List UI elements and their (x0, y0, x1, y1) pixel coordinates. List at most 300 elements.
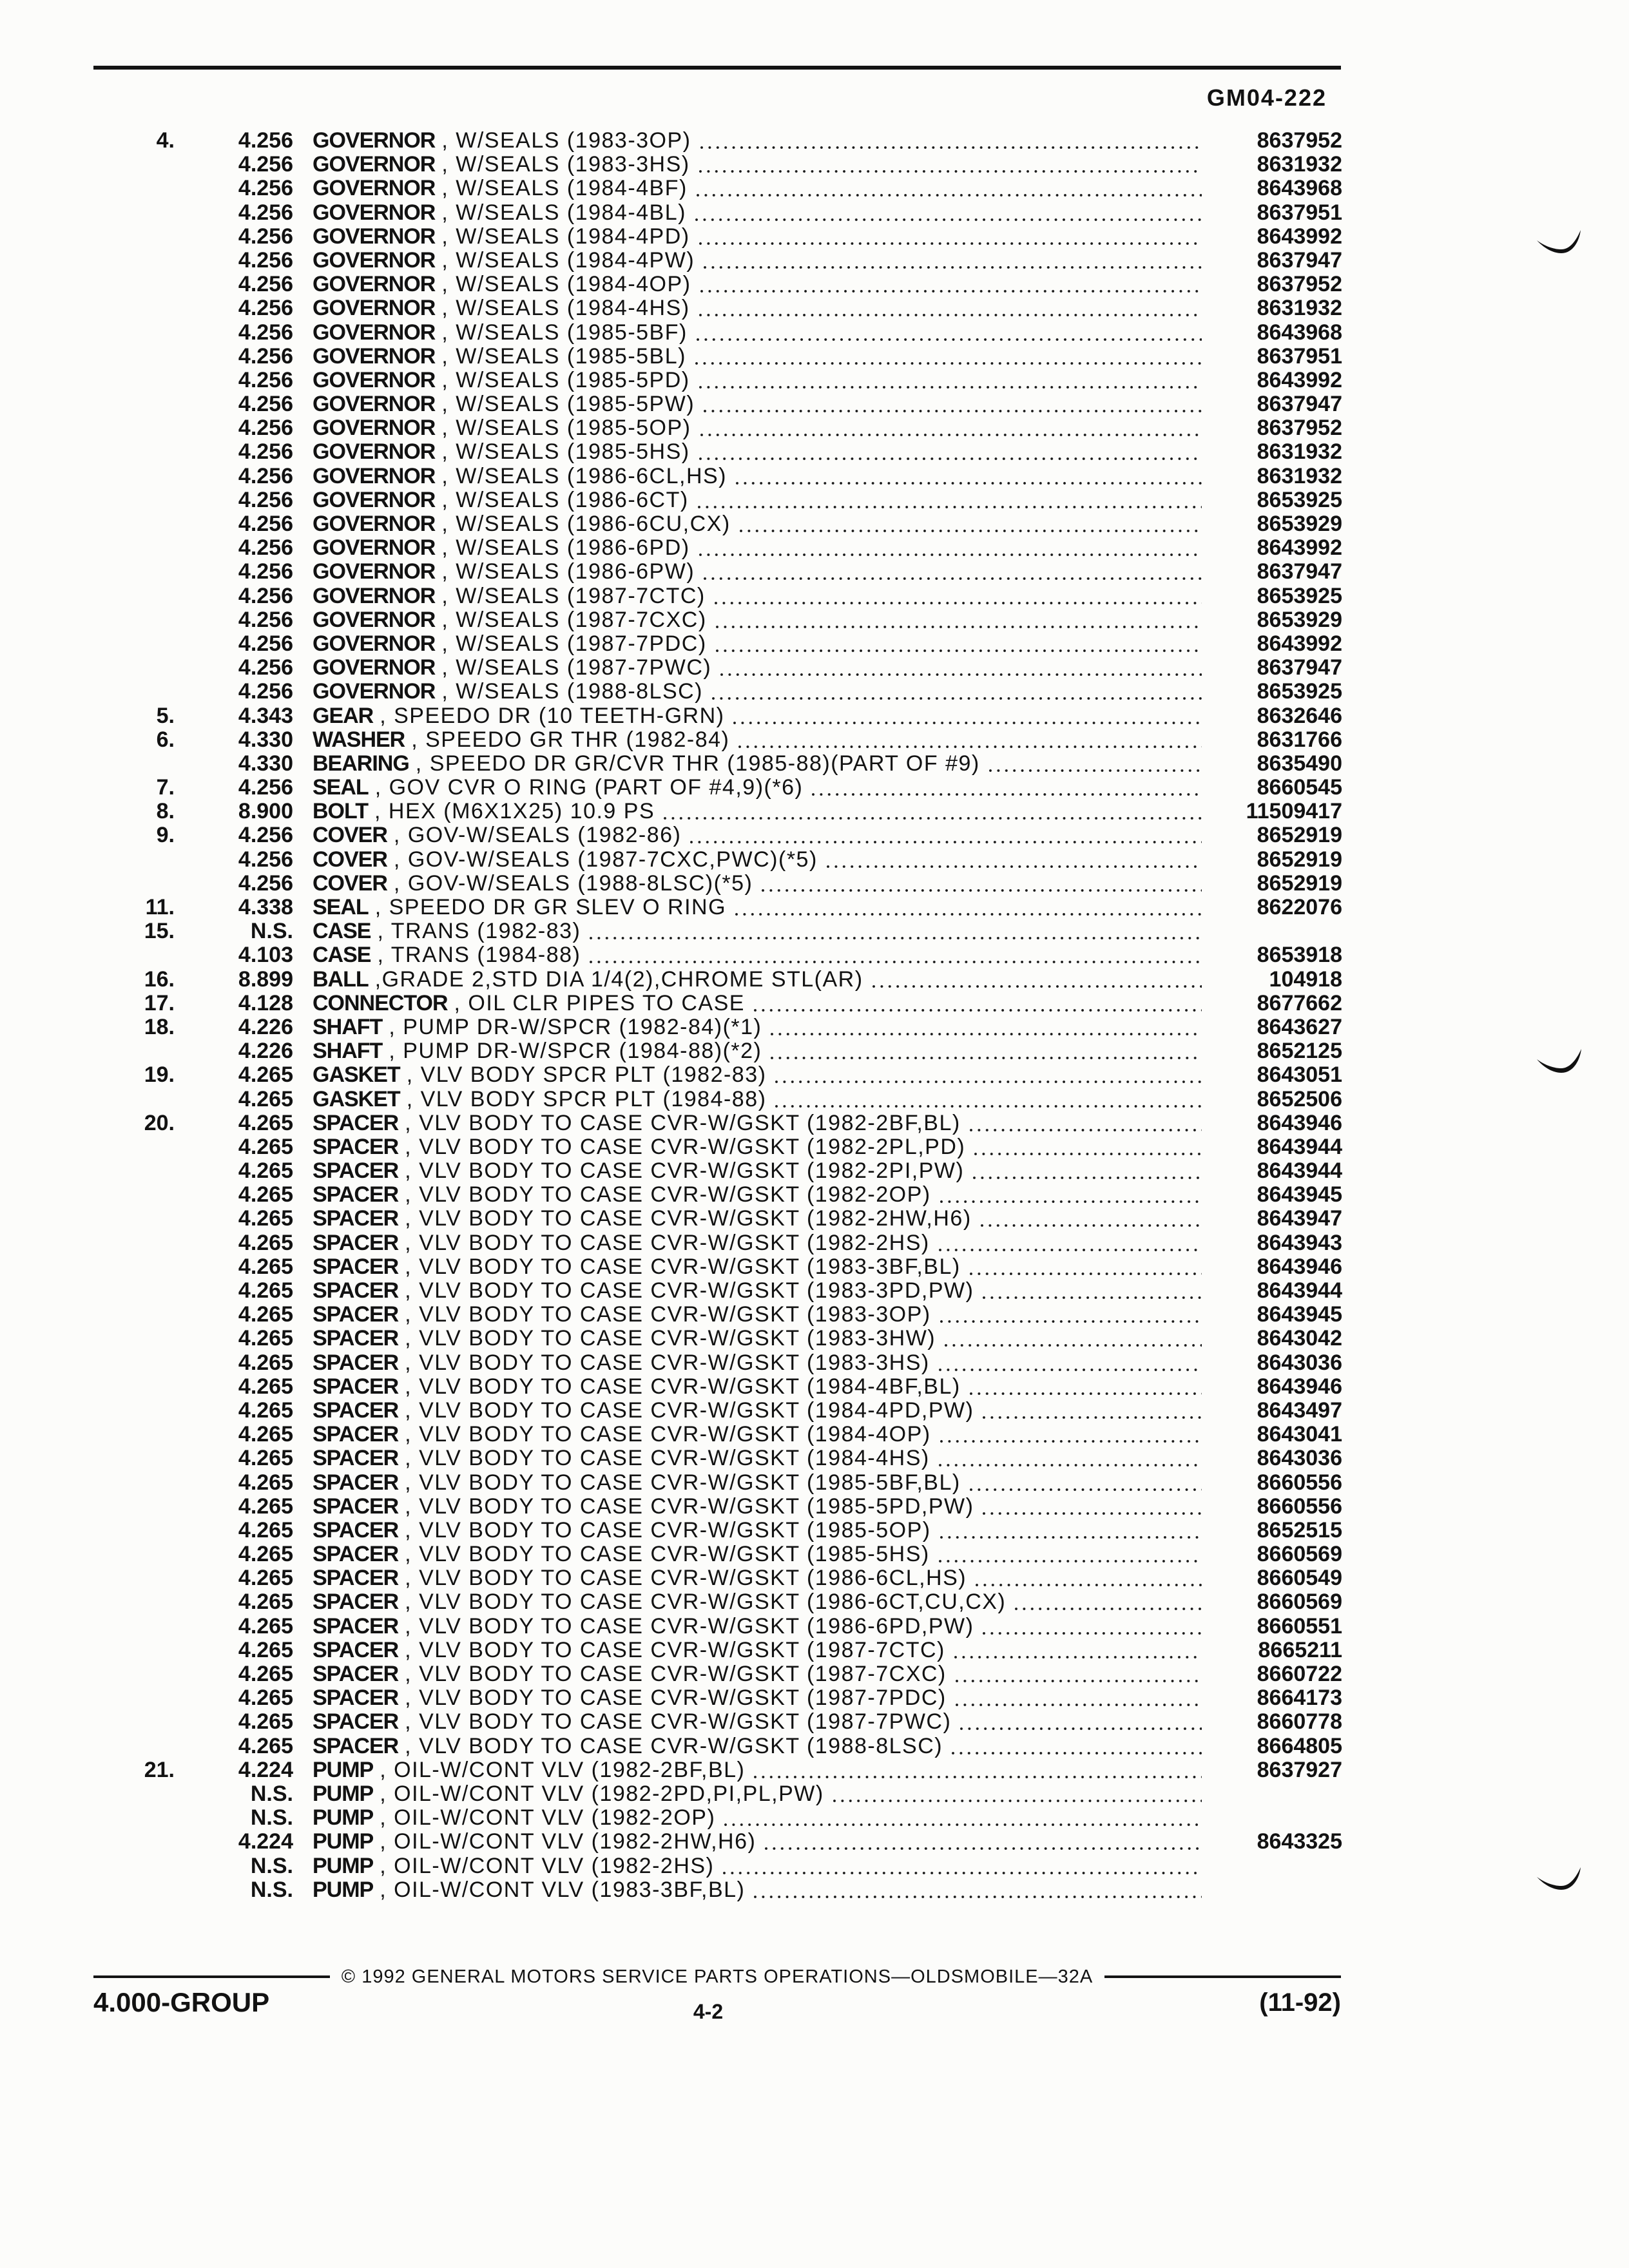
part-description: , W/SEALS (1986-6CT) (441, 488, 689, 512)
parts-row (0, 632, 1629, 656)
item-number (93, 416, 175, 440)
part-name: GOVERNOR (313, 224, 436, 249)
description (313, 440, 1202, 464)
group-number: 4.265 (238, 1278, 293, 1303)
description (313, 1279, 1202, 1303)
group-number: 4.343 (238, 703, 293, 728)
description (313, 1830, 1202, 1854)
part-name: PUMP (313, 1830, 374, 1854)
part-description: , VLV BODY TO CASE CVR-W/GSKT (1983-3HS) (405, 1350, 930, 1375)
part-number: 8660556 (1257, 1494, 1342, 1519)
item-number: 4. (156, 128, 175, 153)
part-description: , PUMP DR-W/SPCR (1982-84)(*1) (389, 1015, 762, 1039)
item-number (93, 1279, 175, 1303)
parts-row (0, 392, 1629, 416)
description (313, 488, 1202, 512)
part-number (1202, 1782, 1342, 1806)
part-number: 8643945 (1257, 1182, 1342, 1207)
group-number: N.S. (250, 1805, 293, 1831)
item-number (93, 465, 175, 488)
part-name: SPACER (313, 1518, 399, 1542)
part-description: , GOV-W/SEALS (1988-8LSC)(*5) (393, 871, 753, 896)
group-number: 4.265 (238, 1302, 293, 1327)
parts-row (0, 1446, 1629, 1470)
part-number: 8643992 (1257, 224, 1342, 249)
parts-row (0, 1423, 1629, 1446)
dot-leader (939, 1542, 1202, 1566)
part-number: 8643946 (1257, 1374, 1342, 1399)
part-name: SPACER (313, 1350, 399, 1375)
group-number: N.S. (250, 919, 293, 944)
dot-leader (970, 1471, 1202, 1495)
dot-leader (970, 1111, 1202, 1135)
part-number: 8653929 (1257, 512, 1342, 536)
item-number: 20. (144, 1110, 175, 1135)
description (313, 201, 1202, 225)
parts-row (0, 129, 1629, 153)
part-number: 8643968 (1257, 320, 1342, 345)
part-name: PUMP (313, 1806, 374, 1831)
group-number: 4.265 (238, 1230, 293, 1255)
dot-leader (664, 800, 1202, 823)
dot-leader (940, 1183, 1202, 1207)
part-description: , VLV BODY TO CASE CVR-W/GSKT (1982-2PL,PD) (405, 1135, 966, 1159)
part-description: , SPEEDO DR GR SLEV O RING (374, 896, 727, 919)
part-name: SPACER (313, 1638, 399, 1662)
part-number: 8660545 (1257, 775, 1342, 800)
dot-leader (590, 919, 1202, 943)
part-description: , W/SEALS (1986-6CL,HS) (441, 464, 728, 488)
part-description: , W/SEALS (1988-8LSC) (441, 680, 704, 704)
parts-row (0, 536, 1629, 560)
dot-leader (775, 1088, 1202, 1111)
part-name: GOVERNOR (313, 248, 436, 273)
group-number: 4.265 (238, 1446, 293, 1471)
group-number: 4.256 (238, 775, 293, 800)
parts-row (0, 1375, 1629, 1399)
description (313, 896, 1202, 919)
parts-row (0, 1590, 1629, 1614)
item-number (93, 1039, 175, 1063)
dot-leader (700, 129, 1202, 153)
dot-leader (939, 1351, 1202, 1375)
group-number: 4.256 (238, 535, 293, 561)
part-description: , OIL CLR PIPES TO CASE (454, 991, 745, 1015)
item-number (93, 943, 175, 967)
dot-leader (833, 1782, 1202, 1806)
dot-leader (765, 1830, 1202, 1854)
description (313, 1782, 1202, 1806)
part-name: GOVERNOR (313, 273, 436, 297)
dot-leader (590, 943, 1202, 967)
part-description: , W/SEALS (1987-7CXC) (441, 608, 707, 632)
parts-row (0, 968, 1629, 992)
item-number (93, 392, 175, 416)
dot-leader (771, 1039, 1202, 1063)
item-number (93, 848, 175, 872)
part-number: 8643943 (1257, 1230, 1342, 1255)
part-name: SPACER (313, 1446, 399, 1471)
group-number: 4.265 (238, 1686, 293, 1711)
part-name: PUMP (313, 1878, 374, 1902)
group-number: 4.256 (238, 512, 293, 536)
part-description: , VLV BODY TO CASE CVR-W/GSKT (1984-4OP) (405, 1423, 931, 1447)
part-name: GOVERNOR (313, 631, 436, 656)
group-number: 4.256 (238, 439, 293, 465)
dot-leader (699, 440, 1202, 464)
group-number: 4.265 (238, 1709, 293, 1735)
part-number: 8643946 (1257, 1110, 1342, 1135)
parts-row (0, 1159, 1629, 1183)
item-number (93, 1542, 175, 1566)
group-number: 4.256 (238, 200, 293, 225)
part-number: 8637952 (1257, 416, 1342, 441)
parts-row (0, 1566, 1629, 1590)
part-name: SPACER (313, 1254, 399, 1279)
part-description: , VLV BODY TO CASE CVR-W/GSKT (1983-3BF,BL) (405, 1254, 961, 1279)
part-description: , W/SEALS (1985-5BF) (441, 320, 688, 345)
item-number (93, 225, 175, 249)
group-number: 4.256 (238, 487, 293, 512)
part-number: 8653925 (1257, 583, 1342, 608)
dot-leader (976, 1566, 1202, 1590)
parts-row (0, 1303, 1629, 1327)
description (313, 1662, 1202, 1686)
description (313, 656, 1202, 680)
part-description: , VLV BODY TO CASE CVR-W/GSKT (1985-5BF,BL) (405, 1470, 961, 1495)
description (313, 1495, 1202, 1519)
group-number: 4.256 (238, 176, 293, 201)
group-number: 4.338 (238, 895, 293, 919)
dot-leader (970, 1375, 1202, 1399)
parts-row (0, 1830, 1629, 1854)
description (313, 1542, 1202, 1566)
group-number: 4.265 (238, 1422, 293, 1447)
item-number: 5. (156, 703, 175, 728)
group-number: 4.128 (238, 990, 293, 1015)
parts-row (0, 1183, 1629, 1207)
dot-leader (762, 872, 1202, 896)
part-description: , W/SEALS (1985-5PW) (441, 392, 695, 417)
description (313, 345, 1202, 369)
parts-row (0, 1279, 1629, 1303)
description (313, 1519, 1202, 1542)
group-number: 4.256 (238, 583, 293, 608)
part-name: WASHER (313, 727, 405, 752)
description (313, 1878, 1202, 1902)
part-description: , OIL-W/CONT VLV (1983-3BF,BL) (380, 1878, 746, 1902)
part-name: GOVERNOR (313, 536, 436, 561)
part-number: 8652506 (1257, 1086, 1342, 1111)
parts-row (0, 704, 1629, 728)
group-number: 4.265 (238, 1517, 293, 1542)
part-number: 8631932 (1257, 439, 1342, 465)
part-name: SEAL (313, 776, 369, 800)
part-description: , VLV BODY TO CASE CVR-W/GSKT (1986-6CL,HS) (405, 1566, 967, 1591)
group-number: 4.265 (238, 1613, 293, 1639)
description (313, 392, 1202, 416)
part-description: , OIL-W/CONT VLV (1982-2BF,BL) (380, 1758, 746, 1782)
part-name: GOVERNOR (313, 129, 436, 153)
description (313, 416, 1202, 440)
item-number (93, 1830, 175, 1854)
description (313, 1735, 1202, 1758)
part-number: 8643944 (1257, 1134, 1342, 1159)
part-number: 8653925 (1257, 679, 1342, 704)
part-description: , TRANS (1982-83) (377, 919, 581, 944)
parts-row (0, 1351, 1629, 1375)
part-description: , W/SEALS (1985-5BL) (441, 344, 686, 369)
item-number (93, 1590, 175, 1614)
part-number: 8643051 (1257, 1062, 1342, 1088)
description (313, 943, 1202, 967)
part-description: , W/SEALS (1987-7CTC) (441, 584, 706, 608)
description (313, 584, 1202, 608)
description (313, 1375, 1202, 1399)
description (313, 1710, 1202, 1734)
parts-row (0, 1471, 1629, 1495)
item-number: 21. (144, 1757, 175, 1782)
group-number: 4.224 (238, 1829, 293, 1854)
parts-row (0, 1039, 1629, 1063)
item-number (93, 632, 175, 656)
item-number (93, 1446, 175, 1470)
part-number: 8643036 (1257, 1350, 1342, 1375)
item-number (93, 752, 175, 776)
group-number: 4.265 (238, 1566, 293, 1591)
part-number: 8652125 (1257, 1039, 1342, 1064)
part-name: SPACER (313, 1734, 399, 1758)
item-number (93, 345, 175, 369)
part-name: CONNECTOR (313, 991, 448, 1015)
part-name: GOVERNOR (313, 368, 436, 392)
part-name: BALL (313, 967, 369, 992)
part-number: 8622076 (1257, 895, 1342, 919)
dot-leader (716, 608, 1202, 632)
item-number: 11. (145, 895, 175, 919)
parts-row (0, 1686, 1629, 1710)
part-description: , VLV BODY TO CASE CVR-W/GSKT (1984-4HS) (405, 1446, 930, 1471)
dot-leader (738, 728, 1202, 752)
group-number: 4.224 (238, 1757, 293, 1782)
part-description: , OIL-W/CONT VLV (1982-2PD,PI,PL,PW) (380, 1782, 824, 1806)
description (313, 1590, 1202, 1614)
part-name: GOVERNOR (313, 320, 436, 345)
description (313, 321, 1202, 345)
part-description: , VLV BODY TO CASE CVR-W/GSKT (1986-6PD,PW) (405, 1614, 974, 1639)
part-name: SPACER (313, 1279, 399, 1303)
part-description: , W/SEALS (1985-5HS) (441, 440, 690, 465)
part-description: , W/SEALS (1986-6CU,CX) (441, 512, 731, 536)
part-number: 11509417 (1246, 799, 1342, 824)
part-name: PUMP (313, 1782, 374, 1806)
group-number: 4.103 (238, 943, 293, 968)
part-description: , VLV BODY TO CASE CVR-W/GSKT (1982-2OP) (405, 1183, 931, 1207)
parts-row (0, 201, 1629, 225)
parts-row (0, 465, 1629, 488)
description (313, 1111, 1202, 1135)
item-number (93, 1615, 175, 1639)
description (313, 1303, 1202, 1327)
description (313, 225, 1202, 249)
description (313, 1758, 1202, 1782)
part-number: 8635490 (1257, 751, 1342, 776)
part-number: 8677662 (1257, 990, 1342, 1015)
group-number: 4.256 (238, 343, 293, 369)
group-number: 4.256 (238, 607, 293, 632)
dot-leader (956, 1686, 1202, 1710)
group-number: 4.265 (238, 1326, 293, 1351)
copyright-notice: © 1992 GENERAL MOTORS SERVICE PARTS OPERATIONS—OLDSMOBILE—32A (341, 1966, 1094, 1987)
dot-leader (695, 201, 1202, 225)
part-name: GOVERNOR (313, 464, 436, 488)
group-number: 4.265 (238, 1637, 293, 1662)
item-number (93, 1423, 175, 1446)
part-number: 8665211 (1258, 1637, 1342, 1662)
part-number: 8632646 (1257, 703, 1342, 728)
part-description: , GOV-W/SEALS (1987-7CXC,PWC)(*5) (393, 847, 818, 872)
part-number: 8637952 (1257, 128, 1342, 153)
parts-row (0, 273, 1629, 296)
item-number (93, 369, 175, 392)
item-number (93, 1303, 175, 1327)
description (313, 1088, 1202, 1111)
description (313, 369, 1202, 392)
description (313, 177, 1202, 200)
item-number (93, 1375, 175, 1399)
part-description: , VLV BODY TO CASE CVR-W/GSKT (1982-2PI,PW) (405, 1159, 965, 1184)
parts-row (0, 800, 1629, 823)
part-name: GOVERNOR (313, 488, 436, 512)
parts-row (0, 177, 1629, 200)
parts-row (0, 848, 1629, 872)
part-number: 8643947 (1257, 1206, 1342, 1231)
description (313, 776, 1202, 800)
part-description: , VLV BODY TO CASE CVR-W/GSKT (1982-2HS) (405, 1231, 930, 1255)
part-name: SPACER (313, 1111, 399, 1135)
group-number: 4.256 (238, 463, 293, 488)
parts-row (0, 1015, 1629, 1039)
part-description: , VLV BODY TO CASE CVR-W/GSKT (1988-8LSC) (405, 1734, 943, 1758)
item-number (93, 1806, 175, 1830)
part-description: , VLV BODY TO CASE CVR-W/GSKT (1985-5OP) (405, 1518, 931, 1542)
parts-row (0, 1782, 1629, 1806)
parts-row (0, 249, 1629, 273)
part-number (1202, 1878, 1342, 1902)
parts-row (0, 1615, 1629, 1639)
item-number (93, 1399, 175, 1423)
part-number: 8652919 (1257, 870, 1342, 896)
item-number (93, 1519, 175, 1542)
description (313, 800, 1202, 823)
item-number (93, 1207, 175, 1231)
part-description: , VLV BODY TO CASE CVR-W/GSKT (1986-6CT,CU,CX) (405, 1590, 1007, 1615)
parts-row (0, 1854, 1629, 1878)
part-name: SPACER (313, 1566, 399, 1591)
part-name: PUMP (313, 1854, 374, 1878)
parts-row (0, 1111, 1629, 1135)
item-number (93, 1735, 175, 1758)
part-description: ,GRADE 2,STD DIA 1/4(2),CHROME STL(AR) (374, 967, 863, 992)
item-number (93, 201, 175, 225)
description (313, 968, 1202, 992)
description (313, 560, 1202, 584)
description (313, 1063, 1202, 1087)
parts-row (0, 1063, 1629, 1087)
part-name: GOVERNOR (313, 512, 436, 536)
group-number: 4.265 (238, 1470, 293, 1495)
part-number: 8660551 (1257, 1613, 1342, 1639)
part-description: , W/SEALS (1986-6PW) (441, 560, 695, 584)
group-number: 4.330 (238, 727, 293, 752)
part-name: GOVERNOR (313, 584, 436, 608)
group-number: 4.265 (238, 1590, 293, 1615)
part-number: 8664805 (1257, 1733, 1342, 1758)
part-number: 8637947 (1257, 559, 1342, 584)
part-name: SHAFT (313, 1039, 383, 1064)
group-number: 4.256 (238, 367, 293, 392)
part-description: , W/SEALS (1984-4HS) (441, 296, 690, 321)
parts-row (0, 1088, 1629, 1111)
item-number (93, 1255, 175, 1279)
parts-row (0, 680, 1629, 704)
description (313, 992, 1202, 1015)
part-description: , W/SEALS (1984-4PW) (441, 248, 695, 273)
dot-leader (983, 1399, 1202, 1423)
part-description: , W/SEALS (1985-5PD) (441, 368, 690, 392)
parts-row (0, 1255, 1629, 1279)
description (313, 512, 1202, 536)
part-name: SPACER (313, 1135, 399, 1159)
dot-leader (704, 560, 1202, 584)
part-description: , W/SEALS (1983-3OP) (441, 129, 691, 153)
group-number: 4.256 (238, 128, 293, 153)
part-name: GOVERNOR (313, 656, 436, 680)
item-number (93, 1088, 175, 1111)
part-number: 8631932 (1257, 152, 1342, 177)
description (313, 465, 1202, 488)
part-description: , W/SEALS (1984-4PD) (441, 224, 690, 249)
description (313, 536, 1202, 560)
item-number (93, 536, 175, 560)
part-description: , GOV CVR O RING (PART OF #4,9)(*6) (374, 776, 804, 800)
parts-row (0, 1735, 1629, 1758)
part-description: , OIL-W/CONT VLV (1982-2OP) (380, 1806, 716, 1831)
parts-row (0, 153, 1629, 177)
part-number: 8643992 (1257, 535, 1342, 561)
description (313, 752, 1202, 776)
part-number: 8637927 (1257, 1757, 1342, 1782)
description (313, 1806, 1202, 1830)
description (313, 1615, 1202, 1639)
part-number: 8652515 (1257, 1517, 1342, 1542)
description (313, 1351, 1202, 1375)
parts-list (0, 129, 1629, 1902)
description (313, 1566, 1202, 1590)
description (313, 1327, 1202, 1350)
part-description: , SPEEDO DR GR/CVR THR (1985-88)(PART OF #9) (415, 751, 980, 776)
part-description: , W/SEALS (1983-3HS) (441, 153, 690, 177)
dot-leader (754, 992, 1202, 1015)
parts-row (0, 823, 1629, 847)
part-name: SPACER (313, 1494, 399, 1519)
item-number (93, 1710, 175, 1734)
part-description: , VLV BODY TO CASE CVR-W/GSKT (1987-7CXC) (405, 1662, 947, 1686)
parts-row (0, 296, 1629, 320)
dot-leader (945, 1327, 1202, 1350)
description (313, 680, 1202, 704)
dot-leader (695, 345, 1202, 369)
